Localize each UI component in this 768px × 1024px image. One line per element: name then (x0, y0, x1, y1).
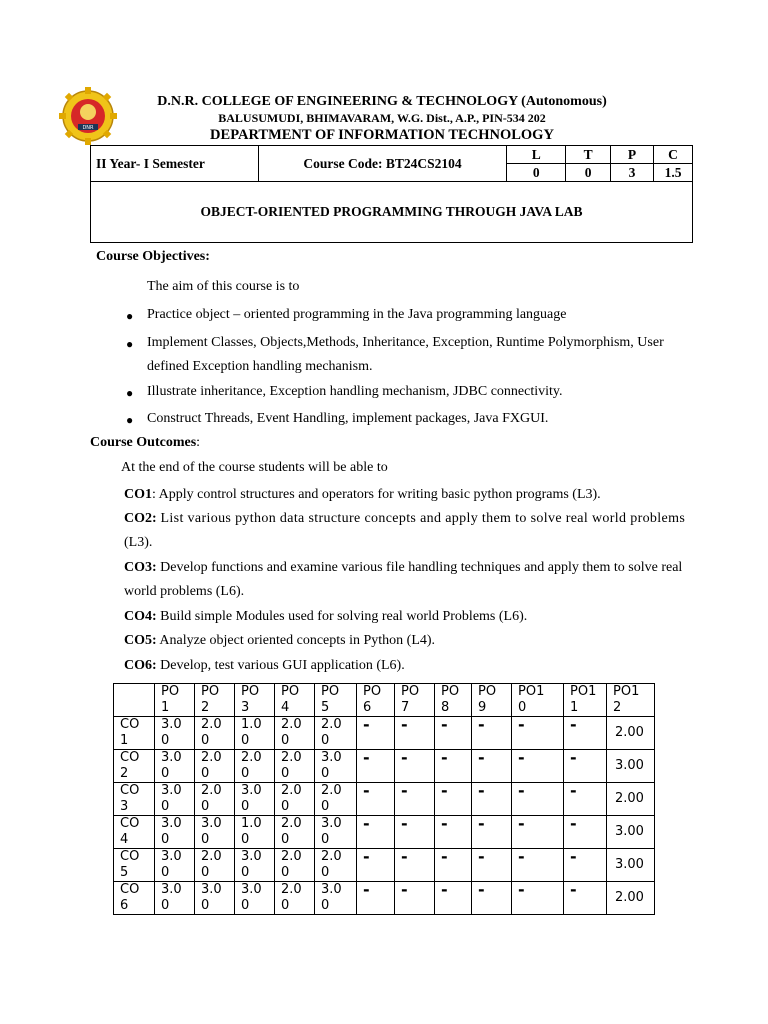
mapping-value (155, 783, 195, 816)
mapping-empty: - (435, 816, 472, 849)
co-label-line: CO (120, 849, 140, 864)
co-label-line: CO (120, 717, 140, 732)
mapping-empty: - (357, 882, 395, 915)
objective-item: Illustrate inheritance, Exception handling mechanism, JDBC connectivity. (147, 384, 563, 399)
mapping-value (315, 816, 357, 849)
mapping-value (275, 783, 315, 816)
mapping-value-line: 0 (161, 865, 170, 880)
mapping-empty: - (395, 882, 435, 915)
outcomes-intro: At the end of the course students will be able to (121, 460, 388, 475)
mapping-value-line: 2.0 (281, 717, 302, 732)
mapping-empty: - (512, 816, 564, 849)
mapping-empty: - (564, 849, 607, 882)
table-row (114, 849, 655, 882)
mapping-value-line: 2.0 (321, 783, 342, 798)
outcome-code: CO6: (124, 658, 157, 673)
mapping-empty: - (395, 750, 435, 783)
po-header-3 (235, 684, 275, 717)
mapping-value-line: 0 (281, 865, 290, 880)
co-label-line: 1 (120, 733, 129, 748)
course-info-table (90, 145, 693, 243)
co-label (114, 750, 155, 783)
mapping-value-line: 2.0 (281, 849, 302, 864)
po12-value: 2.00 (607, 717, 655, 750)
ltpc-header-l: L (507, 146, 566, 164)
po-header-5 (315, 684, 357, 717)
mapping-value-line: 3.0 (241, 849, 262, 864)
mapping-value-line: 3.0 (321, 750, 342, 765)
mapping-empty: - (564, 783, 607, 816)
co-label-line: 3 (120, 799, 129, 814)
mapping-value-line: 2.0 (281, 750, 302, 765)
mapping-empty: - (395, 717, 435, 750)
po-header-6-line: PO (363, 684, 382, 699)
co-label-line: 5 (120, 865, 129, 880)
ltpc-header-p: P (611, 146, 654, 164)
outcome-text: Analyze object oriented concepts in Python (L4). (156, 633, 436, 648)
mapping-empty: - (512, 882, 564, 915)
outcome-item (124, 487, 601, 503)
mapping-value (155, 750, 195, 783)
mapping-value-line: 3.0 (161, 750, 182, 765)
mapping-value (275, 750, 315, 783)
po-header-9-line: PO (478, 684, 497, 699)
po-header-11 (564, 684, 607, 717)
po-header-2-line: PO (201, 684, 220, 699)
mapping-value (235, 717, 275, 750)
mapping-value-line: 0 (321, 733, 330, 748)
mapping-empty: - (564, 750, 607, 783)
co-po-mapping-table (113, 683, 655, 915)
po-header-2 (195, 684, 235, 717)
mapping-empty: - (472, 750, 512, 783)
outcome-item-cont: world problems (L6). (124, 584, 245, 599)
co-label-line: CO (120, 816, 140, 831)
mapping-value-line: 0 (241, 766, 250, 781)
mapping-value (155, 849, 195, 882)
table-header-row (114, 684, 655, 717)
po-header-11-line: 1 (570, 700, 579, 715)
po-header-5-line: PO (321, 684, 340, 699)
mapping-value (195, 882, 235, 915)
mapping-value (235, 882, 275, 915)
mapping-value-line: 0 (321, 799, 330, 814)
po-header-6-line: 6 (363, 700, 372, 715)
mapping-empty: - (435, 717, 472, 750)
outcome-item-cont: (L3). (124, 535, 153, 550)
mapping-value-line: 3.0 (321, 882, 342, 897)
course-title: OBJECT-ORIENTED PROGRAMMING THROUGH JAVA LAB (91, 182, 693, 243)
mapping-empty: - (564, 717, 607, 750)
mapping-value-line: 3.0 (321, 816, 342, 831)
po-header-8 (435, 684, 472, 717)
mapping-value-line: 2.0 (201, 750, 222, 765)
po-header-11-line: PO1 (570, 684, 597, 699)
mapping-value-line: 2.0 (321, 717, 342, 732)
po-header-8-line: PO (441, 684, 460, 699)
mapping-value (315, 849, 357, 882)
mapping-value-line: 0 (161, 832, 170, 847)
po-header-4 (275, 684, 315, 717)
po-header-9 (472, 684, 512, 717)
outcome-code: CO5: (124, 633, 157, 648)
co-label (114, 783, 155, 816)
outcome-item (124, 560, 682, 576)
mapping-value-line: 0 (321, 766, 330, 781)
objectives-intro: The aim of this course is to (147, 279, 300, 294)
mapping-value (195, 849, 235, 882)
mapping-value (275, 882, 315, 915)
mapping-value-line: 2.0 (321, 849, 342, 864)
po-header-7 (395, 684, 435, 717)
mapping-empty: - (357, 849, 395, 882)
co-label (114, 849, 155, 882)
mapping-value-line: 2.0 (201, 783, 222, 798)
table-row (114, 816, 655, 849)
mapping-value-line: 0 (201, 766, 210, 781)
table-row (114, 717, 655, 750)
ltpc-value-c: 1.5 (654, 164, 693, 182)
ltpc-header-c: C (654, 146, 693, 164)
mapping-value-line: 0 (161, 733, 170, 748)
po-header-1 (155, 684, 195, 717)
mapping-value (275, 717, 315, 750)
po-header-4-line: PO (281, 684, 300, 699)
co-label (114, 717, 155, 750)
ltpc-value-t: 0 (566, 164, 611, 182)
co-label (114, 816, 155, 849)
outcome-text: : Apply control structures and operators for writing basic python programs (L3). (152, 487, 601, 502)
bullet: ● (126, 413, 134, 427)
course-code: Course Code: BT24CS2104 (258, 146, 507, 182)
mapping-value (195, 783, 235, 816)
outcome-item (124, 511, 686, 527)
mapping-value-line: 0 (201, 799, 210, 814)
mapping-value-line: 3.0 (201, 816, 222, 831)
bullet: ● (126, 337, 134, 351)
mapping-value-line: 3.0 (201, 882, 222, 897)
mapping-value-line: 3.0 (161, 816, 182, 831)
po-header-3-line: 3 (241, 700, 250, 715)
mapping-value-line: 0 (201, 733, 210, 748)
po-header-5-line: 5 (321, 700, 330, 715)
po-header-3-line: PO (241, 684, 260, 699)
mapping-value-line: 0 (321, 898, 330, 913)
mapping-empty: - (512, 750, 564, 783)
mapping-empty: - (395, 816, 435, 849)
outcomes-heading: Course Outcomes (90, 435, 197, 450)
mapping-empty: - (435, 882, 472, 915)
mapping-value (195, 750, 235, 783)
mapping-empty: - (435, 849, 472, 882)
mapping-value-line: 0 (241, 865, 250, 880)
ltpc-value-p: 3 (611, 164, 654, 182)
mapping-empty: - (395, 783, 435, 816)
mapping-value-line: 2.0 (201, 717, 222, 732)
year-semester: II Year- I Semester (91, 146, 259, 182)
mapping-value-line: 3.0 (241, 882, 262, 897)
outcome-text: List various python data structure concepts and apply them to solve real world problems (156, 511, 686, 526)
mapping-value-line: 3.0 (161, 717, 182, 732)
po-header-8-line: 8 (441, 700, 450, 715)
bullet: ● (126, 386, 134, 400)
mapping-empty: - (472, 816, 512, 849)
college-name: D.N.R. COLLEGE OF ENGINEERING & TECHNOLOGY (Autonomous) (157, 94, 607, 109)
bullet: ● (126, 309, 134, 323)
po12-value: 3.00 (607, 849, 655, 882)
mapping-empty: - (357, 750, 395, 783)
mapping-value-line: 0 (241, 799, 250, 814)
mapping-empty: - (472, 717, 512, 750)
outcome-text: Develop, test various GUI application (L6). (156, 658, 405, 673)
mapping-empty: - (512, 849, 564, 882)
mapping-value (155, 816, 195, 849)
mapping-empty: - (357, 816, 395, 849)
mapping-value (315, 882, 357, 915)
po12-value: 2.00 (607, 882, 655, 915)
mapping-empty: - (435, 750, 472, 783)
mapping-value-line: 0 (161, 898, 170, 913)
mapping-empty: - (357, 783, 395, 816)
po-header-12-line: PO1 (613, 684, 640, 699)
mapping-empty: - (472, 849, 512, 882)
mapping-value-line: 0 (281, 733, 290, 748)
mapping-empty: - (357, 717, 395, 750)
mapping-value-line: 0 (321, 832, 330, 847)
logo-gear (59, 87, 117, 145)
outcome-text: Develop functions and examine various file handling techniques and apply them to solve real (156, 560, 683, 575)
mapping-value-line: 1.0 (241, 816, 262, 831)
objectives-heading: Course Objectives: (96, 249, 210, 264)
department-name: DEPARTMENT OF INFORMATION TECHNOLOGY (210, 127, 554, 143)
po-header-7-line: 7 (401, 700, 410, 715)
co-label (114, 882, 155, 915)
mapping-value-line: 2.0 (281, 816, 302, 831)
objective-item: Practice object – oriented programming in the Java programming language (147, 307, 567, 322)
mapping-value (315, 717, 357, 750)
mapping-value-line: 0 (201, 898, 210, 913)
outcomes-heading-colon: : (196, 435, 201, 450)
mapping-value-line: 2.0 (201, 849, 222, 864)
mapping-value (235, 816, 275, 849)
outcomes-heading-line (90, 435, 200, 451)
mapping-value-line: 0 (201, 865, 210, 880)
objective-item: Construct Threads, Event Handling, implement packages, Java FXGUI. (147, 411, 549, 426)
mapping-value-line: 2.0 (241, 750, 262, 765)
mapping-empty: - (435, 783, 472, 816)
mapping-value-line: 0 (281, 799, 290, 814)
mapping-value-line: 0 (321, 865, 330, 880)
objective-item-cont: defined Exception handling mechanism. (147, 359, 373, 374)
mapping-value-line: 3.0 (161, 783, 182, 798)
po-header-6 (357, 684, 395, 717)
po-header-4-line: 4 (281, 700, 290, 715)
mapping-value (315, 783, 357, 816)
outcome-item (124, 658, 405, 674)
mapping-value (235, 849, 275, 882)
mapping-value-line: 0 (161, 766, 170, 781)
mapping-value (155, 882, 195, 915)
mapping-value-line: 0 (281, 898, 290, 913)
mapping-empty: - (395, 849, 435, 882)
po-header-2-line: 2 (201, 700, 210, 715)
objective-item: Implement Classes, Objects,Methods, Inheritance, Exception, Runtime Polymorphism, User (147, 335, 664, 350)
mapping-value (235, 783, 275, 816)
mapping-value (155, 717, 195, 750)
mapping-value-line: 2.0 (281, 882, 302, 897)
co-label-line: CO (120, 750, 140, 765)
po12-value: 3.00 (607, 750, 655, 783)
po-header-10 (512, 684, 564, 717)
co-label-line: 4 (120, 832, 129, 847)
outcome-code: CO3: (124, 560, 157, 575)
mapping-value-line: 0 (241, 832, 250, 847)
mapping-value-line: 0 (241, 733, 250, 748)
mapping-value (195, 816, 235, 849)
mapping-value (275, 849, 315, 882)
co-label-line: 6 (120, 898, 129, 913)
mapping-empty: - (512, 717, 564, 750)
co-label-line: CO (120, 882, 140, 897)
ltpc-header-t: T (566, 146, 611, 164)
mapping-value-line: 0 (201, 832, 210, 847)
po-header-1-line: 1 (161, 700, 170, 715)
corner-cell (114, 684, 155, 717)
mapping-value (195, 717, 235, 750)
mapping-value-line: 1.0 (241, 717, 262, 732)
co-label-line: 2 (120, 766, 129, 781)
outcome-code: CO4: (124, 609, 157, 624)
mapping-value (275, 816, 315, 849)
mapping-empty: - (472, 783, 512, 816)
co-label-line: CO (120, 783, 140, 798)
mapping-value-line: 0 (281, 832, 290, 847)
mapping-empty: - (512, 783, 564, 816)
logo-text: DNR (82, 125, 94, 131)
po-header-1-line: PO (161, 684, 180, 699)
po-header-12 (607, 684, 655, 717)
mapping-value-line: 3.0 (161, 849, 182, 864)
mapping-value (235, 750, 275, 783)
mapping-empty: - (564, 882, 607, 915)
po12-value: 2.00 (607, 783, 655, 816)
po-header-10-line: PO1 (518, 684, 545, 699)
table-row (114, 882, 655, 915)
mapping-empty: - (472, 882, 512, 915)
po-header-12-line: 2 (613, 700, 622, 715)
mapping-value-line: 3.0 (161, 882, 182, 897)
table-row (114, 783, 655, 816)
outcome-code: CO1 (124, 487, 152, 502)
po-header-7-line: PO (401, 684, 420, 699)
outcome-code: CO2: (124, 511, 157, 526)
mapping-value-line: 0 (281, 766, 290, 781)
po12-value: 3.00 (607, 816, 655, 849)
outcome-item (124, 609, 527, 625)
mapping-value-line: 0 (161, 799, 170, 814)
ltpc-value-l: 0 (507, 164, 566, 182)
po-header-9-line: 9 (478, 700, 487, 715)
po-header-10-line: 0 (518, 700, 527, 715)
outcome-text: Build simple Modules used for solving real world Problems (L6). (156, 609, 528, 624)
table-row (114, 750, 655, 783)
mapping-value-line: 2.0 (281, 783, 302, 798)
outcome-item (124, 633, 435, 649)
mapping-value-line: 3.0 (241, 783, 262, 798)
mapping-value (315, 750, 357, 783)
mapping-empty: - (564, 816, 607, 849)
college-address: BALUSUMUDI, BHIMAVARAM, W.G. Dist., A.P., PIN-534 202 (218, 111, 546, 125)
mapping-value-line: 0 (241, 898, 250, 913)
